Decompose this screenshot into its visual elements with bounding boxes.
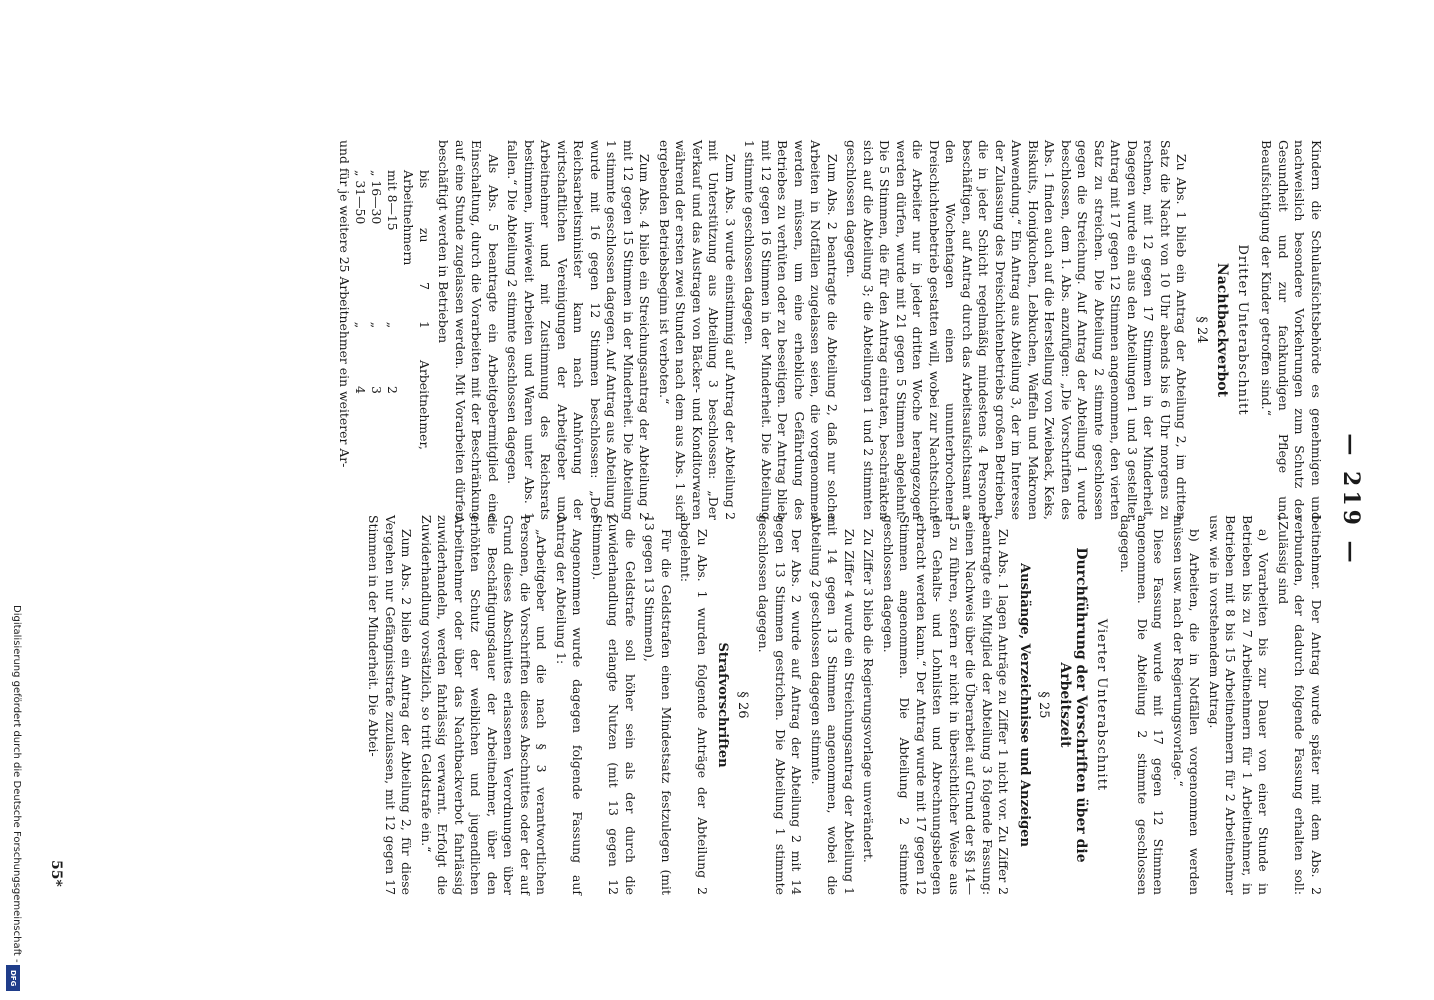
list-cell: bis zu 7 Arbeitnehmern: [401, 170, 432, 290]
text-paragraph: die Geldstrafe soll höher sein als der durch die Zuwiderhandlung erlangte Nutzen (mit 13 gegen 12 Stimmen).: [590, 515, 638, 895]
text-paragraph: Zum Abs. 4 blieb ein Streichungsantrag der Abteilung 2 mit 12 gegen 15 Stimmen in der Minderheit. Die Abteilung 1 stimmte geschlossen dagegen. Auf Antrag aus Abteilung 1 wurde mit 16 gegen 12 Stimmen beschlossen: „Der Reichsarbeitsminister kann nach Anhörung der wirtschaftlichen Vereinigungen der Arbeitgeber und Arbeitnehmer und mit Zustimmung des Reichsrats bestimmen, inwieweit Arbeiten und Waren unter Abs. 1 fallen.“ Die Abteilung 2 stimmte geschlossen dagegen.: [505, 140, 653, 520]
text-paragraph: Für die Geldstrafen einen Mindestsatz festzulegen (mit 13 gegen 13 Stimmen),: [642, 515, 674, 895]
list-cell: 1: [417, 321, 432, 329]
page-number: — 219 —: [1338, 433, 1364, 567]
text-paragraph: Zum Abs. 2 beantragte die Abteilung 2, daß nur solche Arbeiten in Notfällen zugelassen seien, die vorgenommen werden müssen, um eine erhebliche Gefährdung des Betriebes zu verhüten oder zu beseitigen. Der Antrag blieb mit 12 gegen 16 Stimmen in der Minderheit. Die Abteilung 1 stimmte geschlossen dagegen.: [742, 140, 840, 520]
list-item: a) Vorarbeiten bis zur Dauer von einer Stunde in Betrieben bis zu 7 Arbeitnehmern für 1 Arbeitnehmer, in Betrieben mit 8 bis 15 Arbeitnehmern für 2 Arbeitnehmer usw. wie in vorstehendem Antrag.: [1207, 515, 1272, 895]
section-subtitle: Dritter Unterabschnitt: [1235, 244, 1250, 416]
text-paragraph: „Arbeitgeber und die nach § 3 verantwortlichen Personen, die Vorschriften dieses Abschnittes oder der auf Grund dieses Abschnittes erlassenen Verordnungen über die Beschäftigungsdauer der Arbeitnehmer, über den erhöhten Schutz der weiblichen und jugendlichen Arbeitnehmer oder über das Nachtbackverbot fahrlässig zuwiderhandeln, werden fahrlässig verwarnt. Erfolgt die Zuwiderhandlung vorsätzlich, so tritt Geldstrafe ein.“: [419, 515, 550, 895]
list-row: [368, 140, 384, 520]
text-paragraph: Zu Abs. 1 lagen Anträge zu Ziffer 1 nicht vor. Zu Ziffer 2 beantragte ein Mitglied der Abteilung 3 folgende Fassung: „einen Nachweis über die Überarbeit auf Grund der §§ 14—15 zu führen, sofern er nicht in übersichtlicher Weise aus den Gehalts- und Lohnlisten und Abrechnungsbelegen erbracht werden kann.“ Der Antrag wurde mit 17 gegen 12 Stimmen angenommen. Die Abteilung 2 stimmte geschlossen dagegen.: [881, 515, 1012, 895]
paragraph-heading: Aushänge, Verzeichnisse und Anzeigen: [1017, 563, 1032, 847]
list-cell: 4: [353, 386, 368, 394]
dfg-logo: DFG: [6, 965, 20, 991]
list-cell: „: [353, 321, 368, 329]
list-cell: „ 16—30: [369, 170, 384, 225]
text-paragraph: Als Abs. 5 beantragte ein Arbeitgebermitglied eine Einschaltung, durch die Vorarbeiten mit der Beschränkung auf eine Stunde zugelassen werden. Mit Vorarbeiten dürfen beschäftigt werden in Betrieben: [436, 140, 501, 520]
section-title: Nachtbackverbot: [1214, 262, 1231, 398]
text-paragraph: Zu Abs. 1 wurden folgende Anträge der Abteilung 2 abgelehnt:: [678, 515, 710, 895]
text-paragraph: beitnehmer. Der Antrag wurde später mit dem Abs. 2 verbunden, der dadurch folgende Fassung erhalten soll: „Zulässig sind: [1276, 515, 1324, 895]
text-paragraph: Zum Abs. 2 blieb ein Antrag der Abteilung 2, für diese Vergehen nur Gefängnisstrafe zuzulassen, mit 12 gegen 17 Stimmen in der Minderheit. Die Abtei-: [366, 515, 415, 895]
list-cell: Arbeitnehmer,: [417, 360, 432, 450]
section-title: Durchführung der Vorschriften über die Arbeitszeit: [1057, 547, 1090, 863]
list-cell: mit 8—15: [385, 170, 400, 231]
closing-line: und für je weitere 25 Arbeitnehmer ein weiterer Ar-: [337, 140, 352, 468]
paragraph-heading: Strafvorschriften: [715, 642, 731, 768]
text-paragraph: Diese Fassung wurde mit 17 gegen 12 Stimmen angenommen. Die Abteilung 2 stimmte geschlossen dagegen.: [1118, 515, 1167, 895]
list-cell: „: [385, 321, 400, 329]
list-cell: „: [369, 321, 384, 329]
paragraph-number: § 24: [1194, 316, 1209, 344]
intro-paragraph: Kindern die Schulaufsichtsbehörde es genehmigen und nachweislich besondere Vorkehrungen zum Schutz der Gesundheit und zur fachkundigen Pflege und Beaufsichtigung der Kinder getroffen sind.“: [1259, 140, 1324, 520]
list-cell: 3: [369, 386, 384, 394]
list-cell: 2: [385, 386, 400, 394]
list-row: [352, 140, 368, 520]
text-paragraph: Zum Abs. 3 wurde einstimmig auf Antrag der Abteilung 2 mit Unterstützung aus Abteilung 3 beschlossen: „Der Verkauf und das Austragen von Bäcker- und Konditorwaren während der ersten zwei Stunden nach dem aus Abs. 1 sich ergebenden Betriebsbeginn ist verboten.“: [657, 140, 738, 520]
signature-mark: 55*: [48, 860, 64, 887]
text-paragraph: Zu Ziffer 3 blieb die Regierungsvorlage unverändert.: [861, 529, 877, 863]
list-row: [384, 140, 400, 520]
section-subtitle: Vierter Unterabschnitt: [1094, 618, 1109, 792]
list-item: b) Arbeiten, die in Notfällen vorgenommen werden müssen usw. nach der Regierungsvorlage.“: [1171, 515, 1203, 895]
text-paragraph: Der Abs. 2 wurde auf Antrag der Abteilung 2 mit 14 gegen 13 Stimmen gestrichen. Die Abteilung 1 stimmte geschlossen dagegen.: [756, 515, 805, 895]
text-paragraph: Zu Abs. 1 blieb ein Antrag der Abteilung 2, im dritten Satz die Nacht von 10 Uhr abends bis 6 Uhr morgens zu rechnen, mit 12 gegen 17 Stimmen in der Minderheit. Dagegen wurde ein aus den Abteilungen 1 und 3 gestellter Antrag mit 17 gegen 12 Stimmen angenommen, den vierten Satz zu streichen. Die Abteilung 2 stimmte geschlossen gegen die Streichung. Auf Antrag der Abteilung 1 wurde beschlossen, dem 1. Abs. anzufügen: „Die Vorschriften des Abs. 1 finden auch auf die Herstellung von Zwieback, Keks, Biskuits, Honigkuchen, Lebkuchen, Waffeln und Makronen Anwendung.“ Ein Antrag aus Abteilung 3, der im Interesse der Zulassung des Dreischichtenbetriebs großen Betrieben, die in jeder Schicht regelmäßig mindestens 4 Personen beschäftigen, auf Antrag durch das Arbeitsaufsichtsamt an den Wochentagen einen ununterbrochenen Dreischichtenbetrieb gestatten will, wobei zur Nachtschicht die Arbeiter nur in jeder dritten Woche herangezogen werden dürfen, wurde mit 21 gegen 5 Stimmen abgelehnt. Die 5 Stimmen, die für den Antrag eintraten, beschränkten sich auf die Abteilung 3; die Abteilungen 1 und 2 stimmten geschlossen dagegen.: [844, 140, 1190, 520]
list-row: [400, 140, 432, 520]
text-paragraph: Angenommen wurde dagegen folgende Fassung auf Antrag der Abteilung 1:: [554, 515, 586, 895]
paragraph-number: § 25: [1036, 691, 1052, 719]
text-paragraph: Zu Ziffer 4 wurde ein Streichungsantrag der Abteilung 1 mit 14 gegen 13 Stimmen angenommen, wobei die Abteilung 2 geschlossen dagegen stimmte.: [809, 515, 857, 895]
digitization-note: [2, 0, 24, 1000]
paragraph-number: § 26: [735, 691, 750, 719]
left-column: [333, 140, 1325, 520]
right-column: [362, 515, 1324, 895]
list-cell: „ 31—50: [353, 170, 368, 225]
digitization-text: Digitalisierung gefördert durch die Deutsche Forschungsgemeinschaft -: [11, 605, 22, 963]
